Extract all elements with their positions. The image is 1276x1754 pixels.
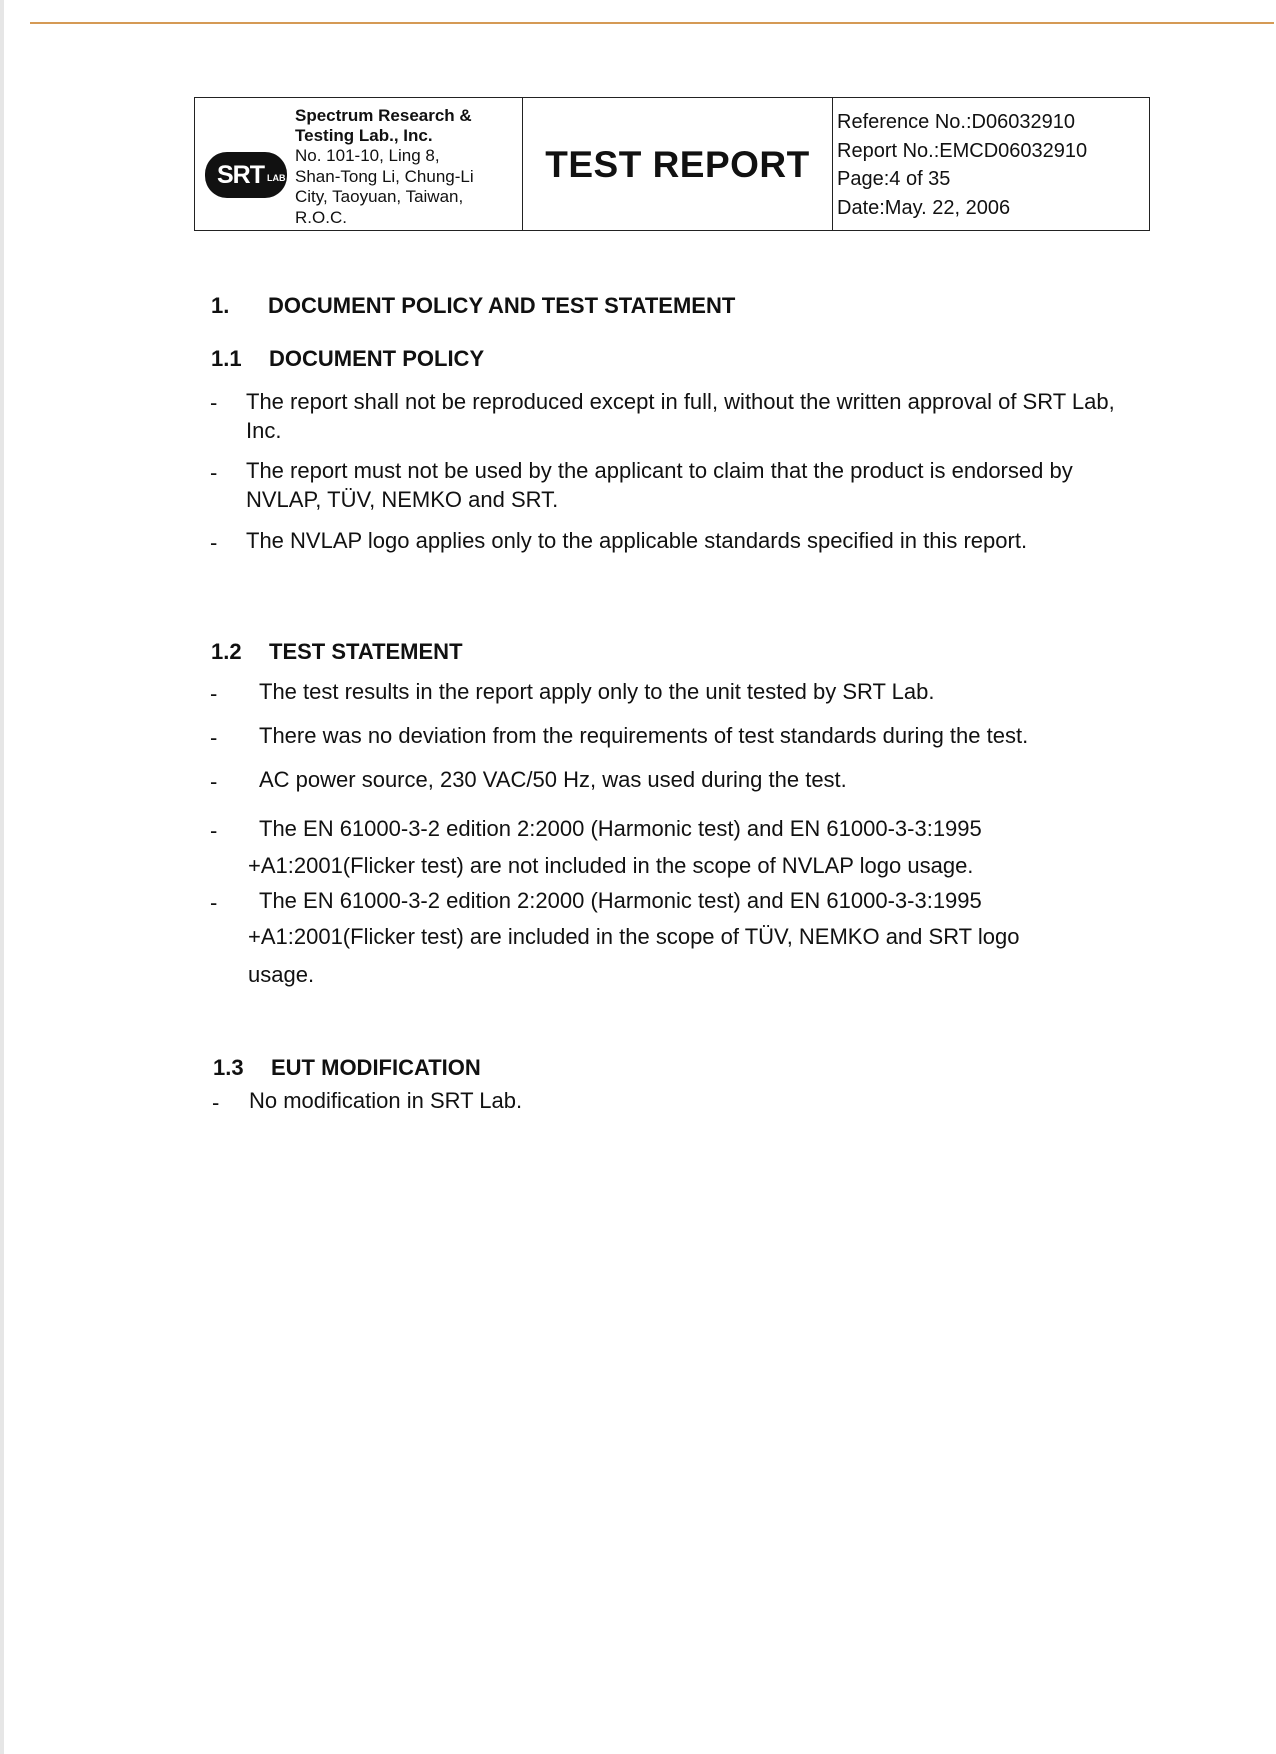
subsection-number: 1.1 [211, 346, 242, 371]
subsection-title: TEST STATEMENT [269, 639, 463, 664]
company-name-line2: Testing Lab., Inc. [295, 126, 433, 145]
section-title: DOCUMENT POLICY AND TEST STATEMENT [268, 293, 736, 318]
list-item: The report must not be used by the applicant to claim that the product is endorsed by NVLAP, TÜV, NEMKO and SRT. [246, 458, 1073, 512]
list-dash: - [210, 890, 218, 915]
page-number: Page:4 of 35 [837, 168, 951, 190]
subsection-heading [211, 639, 463, 665]
list-dash: - [210, 681, 218, 706]
list-item: The NVLAP logo applies only to the applicable standards specified in this report. [246, 528, 1028, 553]
address-line: Shan-Tong Li, Chung-Li [295, 166, 474, 186]
list-dash: - [212, 1090, 220, 1115]
subsection-heading [211, 346, 484, 372]
company-name-line1: Spectrum Research & [295, 106, 472, 125]
report-header [194, 97, 1150, 231]
logo-text: SRT [217, 160, 264, 189]
lab-info-cell [195, 98, 523, 230]
subsection-title: DOCUMENT POLICY [269, 346, 485, 371]
section-heading [211, 293, 735, 319]
title-cell [523, 98, 833, 230]
company-block [295, 106, 474, 228]
report-title: TEST REPORT [545, 144, 810, 185]
top-rule [30, 22, 1274, 24]
scan-edge [0, 0, 4, 1754]
report-meta-cell [833, 98, 1149, 230]
report-date: Date:May. 22, 2006 [837, 196, 1011, 219]
list-item: There was no deviation from the requirements of test standards during the test. [259, 723, 1029, 748]
subsection-title: EUT MODIFICATION [271, 1055, 481, 1080]
list-item-continuation: +A1:2001(Flicker test) are included in the scope of TÜV, NEMKO and SRT logo [248, 924, 1020, 949]
logo-sub-text: LAB [267, 173, 286, 183]
list-item: The report shall not be reproduced except in full, without the written approval of SRT Lab, Inc. [246, 389, 1115, 443]
list-item-continuation: +A1:2001(Flicker test) are not included in the scope of NVLAP logo usage. [248, 853, 974, 878]
list-item: AC power source, 230 VAC/50 Hz, was used during the test. [259, 767, 847, 792]
address-line: No. 101-10, Ling 8, [295, 146, 440, 165]
list-dash: - [210, 530, 218, 555]
srt-lab-logo [205, 152, 287, 198]
list-item: The EN 61000-3-2 edition 2:2000 (Harmonic test) and EN 61000-3-3:1995 [259, 816, 982, 841]
address-line: City, Taoyuan, Taiwan, [295, 187, 464, 206]
subsection-heading [213, 1055, 481, 1081]
report-number: Report No.:EMCD06032910 [837, 139, 1088, 162]
list-dash: - [210, 818, 218, 843]
list-item: The EN 61000-3-2 edition 2:2000 (Harmonic test) and EN 61000-3-3:1995 [259, 888, 982, 913]
list-item: No modification in SRT Lab. [249, 1088, 523, 1113]
address-line: R.O.C. [295, 207, 347, 227]
list-dash: - [210, 460, 218, 485]
subsection-number: 1.3 [213, 1055, 244, 1080]
section-number: 1. [211, 293, 230, 318]
list-dash: - [210, 725, 218, 750]
list-dash: - [210, 769, 218, 794]
reference-number: Reference No.:D06032910 [837, 111, 1075, 133]
list-dash: - [210, 390, 218, 415]
list-item: The test results in the report apply only to the unit tested by SRT Lab. [259, 679, 935, 704]
subsection-number: 1.2 [211, 639, 242, 664]
list-item-continuation: usage. [248, 962, 315, 987]
